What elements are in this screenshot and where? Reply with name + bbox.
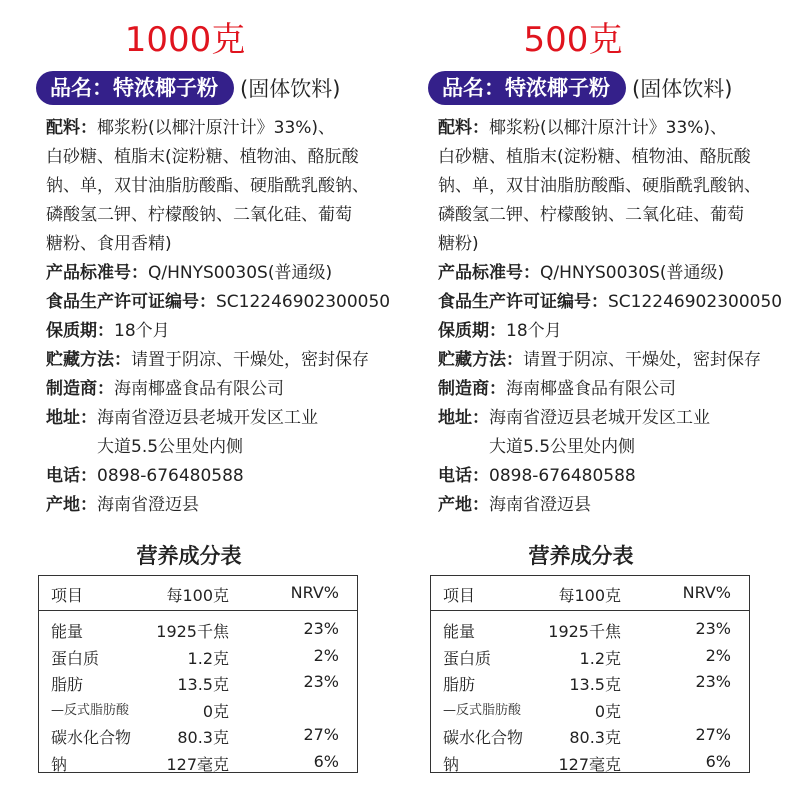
nutrient-name: 脂肪: [443, 675, 476, 694]
product-name-row: [36, 70, 340, 106]
header-item: 项目: [443, 586, 476, 605]
shelf-life-row: [46, 317, 391, 346]
net-weight: 500克: [523, 20, 623, 60]
address-value: 海南省澄迈县老城开发区工业: [489, 408, 710, 428]
standard-row: [438, 259, 783, 288]
address-value: 大道5.5公里处内侧: [489, 437, 636, 457]
phone-label: 电话：: [438, 466, 489, 486]
standard-value: Q/HNYS0030S(普通级): [540, 263, 725, 283]
nutrition-row: [39, 669, 357, 696]
ingredients-label: 配料：: [438, 118, 489, 138]
shelf-life-value: 18个月: [506, 321, 562, 341]
header-nrv: NRV%: [682, 583, 731, 602]
nutrient-nrv: 23%: [695, 619, 731, 638]
nutrient-amount: 1925千焦: [548, 622, 621, 641]
license-label: 食品生产许可证编号：: [438, 292, 608, 312]
nutrient-amount: 0克: [202, 701, 229, 721]
nutrient-amount: 13.5克: [569, 675, 621, 694]
manufacturer-row: [438, 375, 783, 404]
manufacturer-value: 海南椰盛食品有限公司: [114, 379, 284, 399]
ingredients-line: 糖粉): [438, 234, 479, 254]
nutrition-row: [39, 696, 357, 723]
product-name-row: [428, 70, 732, 106]
storage-row: [438, 346, 783, 375]
manufacturer-label: 制造商：: [46, 379, 114, 399]
nutrition-row: [431, 643, 749, 670]
phone-row: [46, 462, 391, 491]
nutrient-nrv: 23%: [303, 672, 339, 691]
nutrition-row: [39, 722, 357, 749]
shelf-life-label: 保质期：: [46, 321, 114, 341]
ingredients-line: 白砂糖、植脂末(淀粉糖、植物油、酪朊酸: [438, 147, 751, 167]
storage-value: 请置于阴凉、干燥处，密封保存: [523, 350, 761, 370]
shelf-life-label: 保质期：: [438, 321, 506, 341]
nutrition-title: 营养成分表: [528, 544, 634, 568]
ingredients-line: 糖粉、食用香精): [46, 234, 172, 254]
phone-value: 0898-676480588: [489, 466, 636, 486]
ingredients-line: 钠、单，双甘油脂肪酸酯、硬脂酰乳酸钠、: [46, 176, 369, 196]
ingredients-line: 椰浆粉(以椰汁原汁计》33%)、: [97, 118, 336, 138]
ingredients-line: 磷酸氢二钾、柠檬酸钠、二氧化硅、葡萄: [438, 205, 744, 225]
product-name-badge: 品名：特浓椰子粉: [428, 71, 626, 105]
origin-row: [438, 491, 783, 520]
license-label: 食品生产许可证编号：: [46, 292, 216, 312]
address-row: [438, 404, 783, 433]
nutrient-amount: 127毫克: [166, 754, 229, 774]
nutrient-name: 碳水化合物: [51, 728, 132, 747]
nutrient-nrv: 23%: [303, 619, 339, 638]
origin-label: 产地：: [438, 495, 489, 515]
nutrition-row: [431, 696, 749, 723]
ingredients-line: 磷酸氢二钾、柠檬酸钠、二氧化硅、葡萄: [46, 205, 352, 225]
nutrient-amount: 127毫克: [558, 754, 621, 774]
product-info: [438, 114, 783, 520]
label-panel-left: [0, 0, 390, 800]
net-weight: 1000克: [124, 20, 246, 60]
address-row: [46, 404, 391, 433]
address-label: 地址：: [438, 408, 489, 428]
nutrient-nrv: 27%: [303, 725, 339, 744]
manufacturer-label: 制造商：: [438, 379, 506, 399]
phone-label: 电话：: [46, 466, 97, 486]
header-per100g: 每100克: [558, 586, 621, 605]
ingredients-row: [438, 114, 783, 143]
ingredients-line: 白砂糖、植脂末(淀粉糖、植物油、酪朊酸: [46, 147, 359, 167]
nutrient-name: 能量: [51, 622, 84, 641]
nutrition-row: [431, 722, 749, 749]
nutrition-row: [431, 669, 749, 696]
address-label: 地址：: [46, 408, 97, 428]
nutrition-table: [430, 575, 750, 773]
manufacturer-value: 海南椰盛食品有限公司: [506, 379, 676, 399]
phone-row: [438, 462, 783, 491]
nutrition-row: [39, 749, 357, 776]
address-value: 海南省澄迈县老城开发区工业: [97, 408, 318, 428]
nutrient-amount: 80.3克: [177, 728, 229, 747]
nutrient-amount: 1.2克: [579, 648, 621, 668]
nutrition-row: [39, 616, 357, 643]
origin-row: [46, 491, 391, 520]
license-row: [438, 288, 783, 317]
nutrient-name: 蛋白质: [443, 648, 492, 668]
header-per100g: 每100克: [166, 586, 229, 605]
ingredients-row: [46, 114, 391, 143]
ingredients-label: 配料：: [46, 118, 97, 138]
nutrient-amount: 1925千焦: [156, 622, 229, 641]
nutrient-amount: 0克: [594, 701, 621, 721]
product-type: (固体饮料): [632, 77, 733, 101]
nutrition-table: [38, 575, 358, 773]
origin-label: 产地：: [46, 495, 97, 515]
nutrition-header: [39, 576, 357, 611]
storage-value: 请置于阴凉、干燥处，密封保存: [131, 350, 369, 370]
nutrient-nrv: 2%: [313, 645, 339, 665]
header-item: 项目: [51, 586, 84, 605]
nutrient-name: —反式脂肪酸: [443, 702, 522, 718]
product-info: [46, 114, 391, 520]
product-type: (固体饮料): [240, 77, 341, 101]
nutrition-row: [39, 643, 357, 670]
nutrition-header: [431, 576, 749, 611]
nutrient-name: 能量: [443, 622, 476, 641]
ingredients-line: 钠、单，双甘油脂肪酸酯、硬脂酰乳酸钠、: [438, 176, 761, 196]
origin-value: 海南省澄迈县: [97, 495, 199, 515]
storage-label: 贮藏方法：: [46, 350, 131, 370]
standard-label: 产品标准号：: [438, 263, 540, 283]
nutrient-nrv: 2%: [705, 645, 731, 665]
standard-value: Q/HNYS0030S(普通级): [148, 263, 333, 283]
header-nrv: NRV%: [290, 583, 339, 602]
nutrition-title: 营养成分表: [136, 544, 242, 568]
storage-label: 贮藏方法：: [438, 350, 523, 370]
license-value: SC12246902300050: [608, 292, 783, 312]
standard-label: 产品标准号：: [46, 263, 148, 283]
nutrient-name: —反式脂肪酸: [51, 702, 130, 718]
shelf-life-row: [438, 317, 783, 346]
label-panel-right: [392, 0, 782, 800]
product-name-badge: 品名：特浓椰子粉: [36, 71, 234, 105]
nutrition-rows: [39, 616, 357, 775]
nutrient-nrv: 27%: [695, 725, 731, 744]
shelf-life-value: 18个月: [114, 321, 170, 341]
address-value: 大道5.5公里处内侧: [97, 437, 244, 457]
nutrient-amount: 80.3克: [569, 728, 621, 747]
nutrition-row: [431, 616, 749, 643]
nutrient-name: 脂肪: [51, 675, 84, 694]
nutrient-name: 碳水化合物: [443, 728, 524, 747]
origin-value: 海南省澄迈县: [489, 495, 591, 515]
standard-row: [46, 259, 391, 288]
ingredients-line: 椰浆粉(以椰汁原汁计》33%)、: [489, 118, 728, 138]
nutrient-nrv: 23%: [695, 672, 731, 691]
nutrition-row: [431, 749, 749, 776]
nutrient-name: 钠: [443, 754, 460, 774]
storage-row: [46, 346, 391, 375]
nutrient-name: 蛋白质: [51, 648, 100, 668]
nutrition-rows: [431, 616, 749, 775]
manufacturer-row: [46, 375, 391, 404]
nutrient-amount: 1.2克: [187, 648, 229, 668]
license-row: [46, 288, 391, 317]
nutrient-amount: 13.5克: [177, 675, 229, 694]
nutrient-name: 钠: [51, 754, 68, 774]
nutrient-nrv: 6%: [313, 751, 339, 771]
license-value: SC12246902300050: [216, 292, 391, 312]
nutrient-nrv: 6%: [705, 751, 731, 771]
phone-value: 0898-676480588: [97, 466, 244, 486]
